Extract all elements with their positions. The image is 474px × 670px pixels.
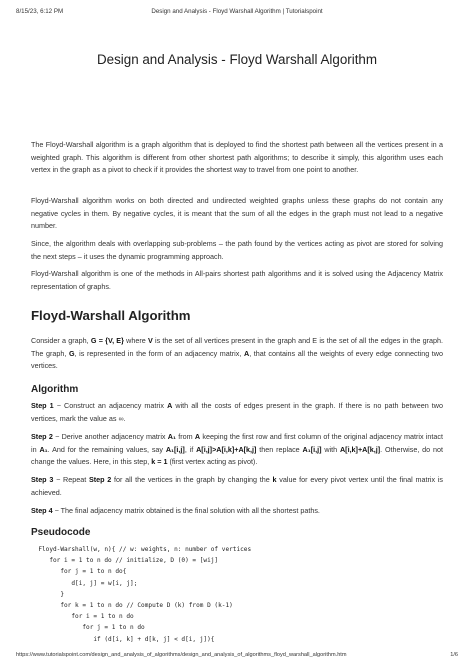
print-footer [0,652,474,664]
pseudocode-heading: Pseudocode [31,527,91,538]
intro-paragraph-3: Since, the algorithm deals with overlapping sub-problems – the path found by the vertices acting as pivot are stored for solving the next steps – it uses the dynamic programming approach. [31,239,443,261]
print-datetime: 8/15/23, 6:12 PM [16,8,64,15]
code-line: for i = 1 to n do // initialize, D (0) = [wij] [31,557,219,565]
step-1-label: Step 1 [31,401,54,410]
print-doc-title: Design and Analysis - Floyd Warshall Algorithm | Tutorialspoint [151,8,323,15]
section-heading: Floyd-Warshall Algorithm [31,308,191,323]
code-line: d[i, j] = w[i, j]; [31,579,138,587]
page-number: 1/6 [450,652,458,658]
code-line: for j = 1 to n do [31,624,145,632]
page-title: Design and Analysis - Floyd Warshall Algorithm [96,52,378,67]
code-line: } [31,590,65,598]
code-line: if (d[i, k] + d[k, j] < d[i, j]){ [31,635,215,643]
print-url: https://www.tutorialspoint.com/design_and_analysis_of_algorithms/design_and_analysis_of_algorithms_floyd_warshall_algorithm.htm [16,652,347,658]
algorithm-step-3: Step 3 − Repeat Step 2 for all the vertices in the graph by changing the k value for every pivot vertex until the final matrix is achieved. [31,475,443,497]
step-2-label: Step 2 [31,432,53,441]
intro-paragraph-4: Floyd-Warshall algorithm is one of the methods in All-pairs shortest path algorithms and it is solved using the Adjacency Matrix representation of graphs. [31,269,443,291]
algorithm-step-4: Step 4 − The final adjacency matrix obtained is the final solution with all the shortest paths. [31,506,320,515]
intro-paragraph-1: The Floyd-Warshall algorithm is a graph algorithm that is deployed to find the shortest path between all the vertices present in a weighted graph. This algorithm is different from other shortest path algorithms; to describe it simply, this algorithm uses each vertex in the graph as a pivot to check if it provides the shortest way to travel from one point to another. [31,140,443,175]
step-3-label: Step 3 [31,475,54,484]
section-paragraph: Consider a graph, G = {V, E} where V is the set of all vertices present in the graph and E is the set of all the edges in the graph. The graph, G, is represented in the form of an adjacency matrix, A, that contains all the weights of every edge connecting two vertices. [31,336,443,371]
code-line: for i = 1 to n do [31,613,134,621]
algorithm-step-1: Step 1 − Construct an adjacency matrix A with all the costs of edges present in the graph. If there is no path between two vertices, mark the value as ∞. [31,401,443,423]
intro-paragraph-2: Floyd-Warshall algorithm works on both directed and undirected weighted graphs unless these graphs do not contain any negative cycles in them. By negative cycles, it is meant that the sum of all the edges in the graph must not lead to a negative number. [31,196,443,231]
pseudocode-block [31,544,443,645]
code-line: Floyd-Warshall(w, n){ // w: weights, n: number of vertices [31,546,252,553]
step-4-label: Step 4 [31,506,53,515]
print-header [0,8,474,20]
code-line: for k = 1 to n do // Compute D (k) from D (k-1) [31,602,233,610]
algorithm-step-2: Step 2 − Derive another adjacency matrix A₁ from A keeping the first row and first column of the original adjacency matrix intact in A₁. And for the remaining values, say A₁[i,j], if A[i,j]>A[i,k]+A[k,j] then replace A₁[i,j] with A[i,k]+A[k,j]. Otherwise, do not change the values. Here, in this step, k = 1 (first vertex acting as pivot). [31,432,444,467]
algorithm-heading: Algorithm [31,384,79,395]
code-line: for j = 1 to n do{ [31,568,127,576]
